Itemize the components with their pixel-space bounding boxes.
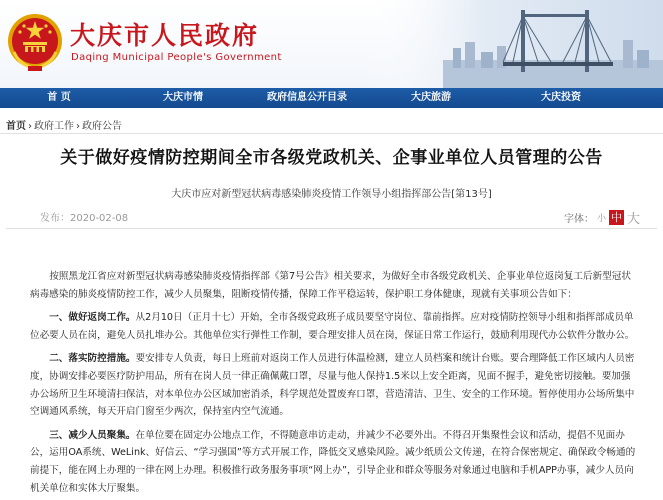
- section-heading: 一、做好返岗工作。: [49, 312, 136, 324]
- bridge-skyline-icon: [363, 0, 663, 88]
- font-size-label: 字体：: [564, 214, 594, 225]
- section-text: 要安排专人负责，每日上班前对返岗工作人员进行体温检测，建立人员档案和统计台账。要合理降低工作区域内人员密度，协调安排必要医疗防护用品，所有在岗人员一律正确佩戴口罩，尽量与他人保持1.5米以上安全距离，见面不握手，避免密切接触。要加强办公场所卫生环境清扫保洁，对本单位办公区域加密消杀，科学规范处置废弃口罩，营造清洁、卫生、安全的工作环境。暂停使用办公场所集中空调通风系统，每天开启门窗至少两次，保持室内空气流通。: [30, 353, 635, 418]
- divider: [0, 133, 663, 134]
- national-emblem-icon: [6, 12, 64, 72]
- section-text: 从2月10日（正月十七）开始，全市各级党政班子成员要坚守岗位、靠前指挥。应对疫情防控领导小组和指挥部成员单位必要人员在岗，避免人员扎堆办公。其他单位实行弹性工作制，要合理安排人员在岗，保证日常工作运行，鼓励利用现代办公软件分散办公。: [30, 312, 635, 341]
- article-section: [30, 427, 640, 497]
- breadcrumb-home[interactable]: 首页: [6, 121, 26, 132]
- divider: [6, 228, 657, 229]
- font-size-large-button[interactable]: 大: [627, 212, 641, 227]
- font-size-medium-button[interactable]: 中: [611, 211, 623, 224]
- notice-number: 大庆市应对新型冠状病毒感染肺炎疫情工作领导小组指挥部公告[第13号]: [171, 189, 492, 200]
- publish-date: 发布：2020-02-08: [40, 213, 129, 224]
- nav-item-gov-info-catalog[interactable]: 政府信息公开目录: [267, 92, 347, 103]
- site-title: 大庆市人民政府: [70, 21, 260, 50]
- font-size-switcher: [564, 208, 640, 227]
- nav-item-tourism[interactable]: 大庆旅游: [411, 92, 451, 103]
- main-nav: [0, 88, 663, 108]
- breadcrumb-gov-work[interactable]: 政府工作: [34, 121, 74, 132]
- font-size-small-button[interactable]: 小: [597, 214, 607, 224]
- section-heading: 二、落实防控措施。: [49, 353, 136, 365]
- article-section: [30, 350, 640, 420]
- site-header: [0, 0, 663, 88]
- breadcrumb-gov-notice[interactable]: 政府公告: [82, 121, 122, 132]
- article-body: [30, 268, 640, 497]
- nav-item-investment[interactable]: 大庆投资: [541, 92, 581, 103]
- page-title: 关于做好疫情防控期间全市各级党政机关、企事业单位人员管理的公告: [60, 148, 603, 168]
- article-intro: 按照黑龙江省应对新型冠状病毒感染肺炎疫情指挥部《第7号公告》相关要求，为做好全市各级党政机关、企事业单位返岗复工后新型冠状病毒感染的肺炎疫情防控工作，减少人员聚集，阻断疫情传播，保障工作平稳运转，保护职工身体健康，现就有关事项公告如下：: [30, 271, 631, 300]
- site-subtitle: Daqing Municipal People's Government: [71, 52, 282, 63]
- section-text: 在单位要在固定办公地点工作，不得随意串访走动，并减少不必要外出。不得召开集聚性会议和活动，提倡不见面办公，运用OA系统、WeLink、好信云、“学习强国”等方式开展工作，降低交叉感染风险。减少纸质公文传递，在符合保密规定、确保政令畅通的前提下，能在网上办理的一律在网上办理。积极推行政务服务事项“网上办”，引导企业和群众等服务对象通过电脑和手机APP办事，减少人员向机关单位和实体大厅聚集。: [30, 429, 636, 494]
- section-heading: 三、减少人员聚集。: [49, 429, 136, 441]
- nav-item-city-info[interactable]: 大庆市情: [163, 92, 203, 103]
- nav-item-home[interactable]: 首 页: [47, 92, 71, 103]
- breadcrumb: 首页 › 政府工作 › 政府公告: [6, 121, 122, 132]
- article-section: [30, 309, 640, 344]
